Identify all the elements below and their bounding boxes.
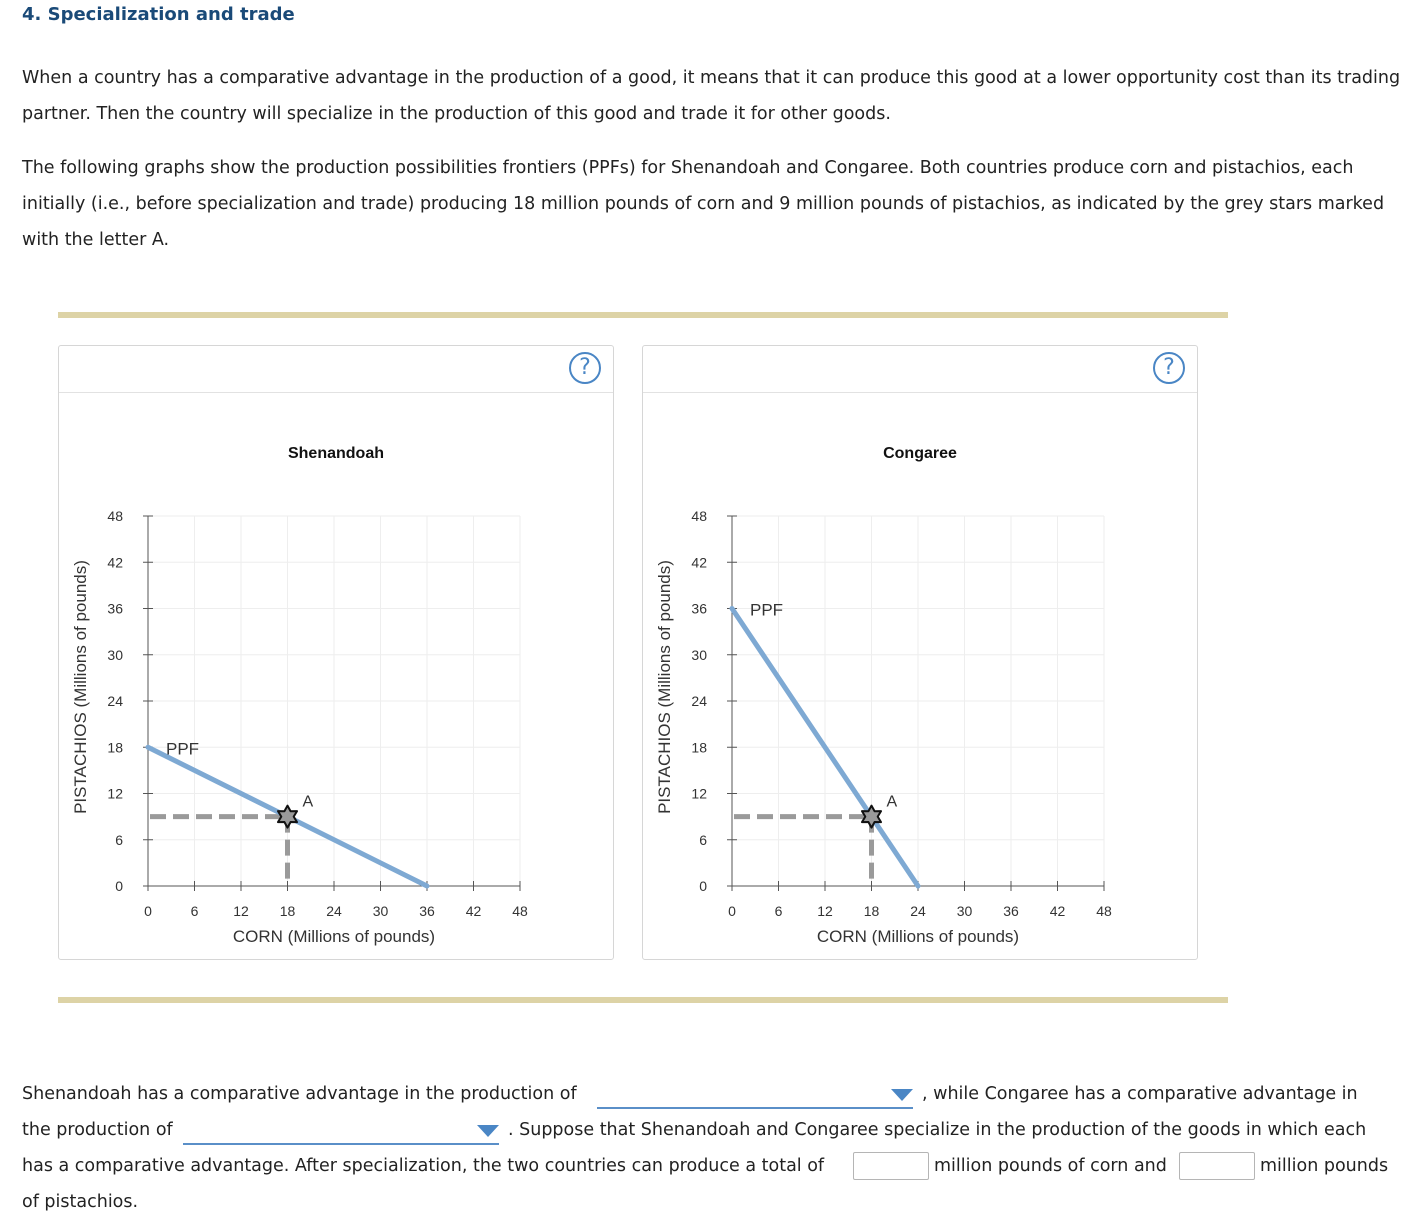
x-tick-label: 0 <box>144 903 152 919</box>
y-tick-label: 24 <box>691 693 707 709</box>
y-tick-label: 36 <box>691 600 707 617</box>
question-line-4: of pistachios. <box>22 1192 139 1212</box>
question-line-3a: has a comparative advantage. After specialization, the two countries can produce a total of <box>22 1156 825 1176</box>
y-tick-label: 48 <box>691 508 707 524</box>
question-line-3c: million pounds <box>1260 1156 1389 1176</box>
ppf-label: PPF <box>750 600 784 620</box>
question-circle-icon[interactable]: ? <box>1153 352 1185 384</box>
y-tick-label: 0 <box>115 878 123 894</box>
y-tick-label: 18 <box>107 739 123 756</box>
x-tick-label: 6 <box>774 903 783 919</box>
bottom-divider <box>58 997 1228 1003</box>
question-line-2a: the production of <box>22 1120 173 1140</box>
y-tick-label: 12 <box>107 785 123 802</box>
x-tick-label: 18 <box>863 903 880 919</box>
ppf-label: PPF <box>166 739 200 759</box>
star-marker-icon <box>278 806 297 828</box>
caret-down-icon <box>477 1125 499 1137</box>
x-tick-label: 36 <box>419 903 435 919</box>
graph-panel-congaree <box>642 345 1198 960</box>
x-tick-label: 12 <box>233 903 249 919</box>
chart-shenandoah[interactable] <box>59 346 613 959</box>
congaree-good-dropdown[interactable] <box>183 1117 499 1145</box>
y-tick-label: 0 <box>699 878 707 894</box>
x-tick-label: 36 <box>1003 903 1019 919</box>
intro-paragraph-1: When a country has a comparative advantage in the production of a good, it means that it can produce this good at a lower opportunity cost than its trading partner. Then the country will specialize in the production of this good and trade it for other goods. <box>22 68 1401 124</box>
caret-down-icon <box>891 1089 913 1101</box>
x-tick-label: 18 <box>279 903 296 919</box>
x-axis-label: CORN (Millions of pounds) <box>232 927 436 946</box>
y-tick-label: 24 <box>107 693 123 709</box>
chart-title: Shenandoah <box>287 445 385 462</box>
x-axis-label: CORN (Millions of pounds) <box>816 927 1020 946</box>
x-tick-label: 42 <box>1049 903 1066 919</box>
y-tick-label: 48 <box>107 508 123 524</box>
point-label: A <box>302 793 314 811</box>
question-line-1a: Shenandoah has a comparative advantage in the production of <box>22 1084 577 1104</box>
x-tick-label: 48 <box>1096 903 1112 919</box>
section-title: 4. Specialization and trade <box>22 4 295 25</box>
x-tick-label: 6 <box>190 903 199 919</box>
x-tick-label: 12 <box>817 903 833 919</box>
corn-total-input[interactable] <box>853 1152 929 1180</box>
pistachio-total-input[interactable] <box>1179 1152 1255 1180</box>
y-axis-label: PISTACHIOS (Millions of pounds) <box>71 560 90 814</box>
y-tick-label: 6 <box>699 831 707 848</box>
x-tick-label: 24 <box>326 903 342 919</box>
y-tick-label: 42 <box>107 554 123 571</box>
chart-congaree[interactable] <box>643 346 1197 959</box>
x-tick-label: 42 <box>465 903 482 919</box>
question-line-2b: . Suppose that Shenandoah and Congaree specialize in the production of the goods in which each <box>508 1120 1367 1140</box>
x-tick-label: 30 <box>956 903 973 919</box>
point-label: A <box>886 793 898 811</box>
question-line-3b: million pounds of corn and <box>934 1156 1167 1176</box>
question-circle-icon[interactable]: ? <box>569 352 601 384</box>
intro-paragraph-2: The following graphs show the production possibilities frontiers (PPFs) for Shenandoah and Congaree. Both countries produce corn and pistachios, each initially (i.e., before specialization and trade) producing 18 million pounds of corn and 9 million pounds of pistachios, as indicated by the grey stars marked with the letter A. <box>22 158 1385 250</box>
x-tick-label: 30 <box>372 903 389 919</box>
y-tick-label: 6 <box>115 831 123 848</box>
x-tick-label: 48 <box>512 903 528 919</box>
y-axis-label: PISTACHIOS (Millions of pounds) <box>655 560 674 814</box>
y-tick-label: 36 <box>107 600 123 617</box>
y-tick-label: 30 <box>691 646 707 663</box>
chart-title: Congaree <box>883 445 957 462</box>
y-tick-label: 30 <box>107 646 123 663</box>
x-tick-label: 24 <box>910 903 926 919</box>
x-tick-label: 0 <box>728 903 736 919</box>
y-tick-label: 12 <box>691 785 707 802</box>
y-tick-label: 42 <box>691 554 707 571</box>
graph-panel-shenandoah <box>58 345 614 960</box>
shenandoah-good-dropdown[interactable] <box>597 1081 913 1109</box>
top-divider <box>58 312 1228 318</box>
question-line-1b: , while Congaree has a comparative advantage in <box>922 1084 1358 1104</box>
y-tick-label: 18 <box>691 739 707 756</box>
